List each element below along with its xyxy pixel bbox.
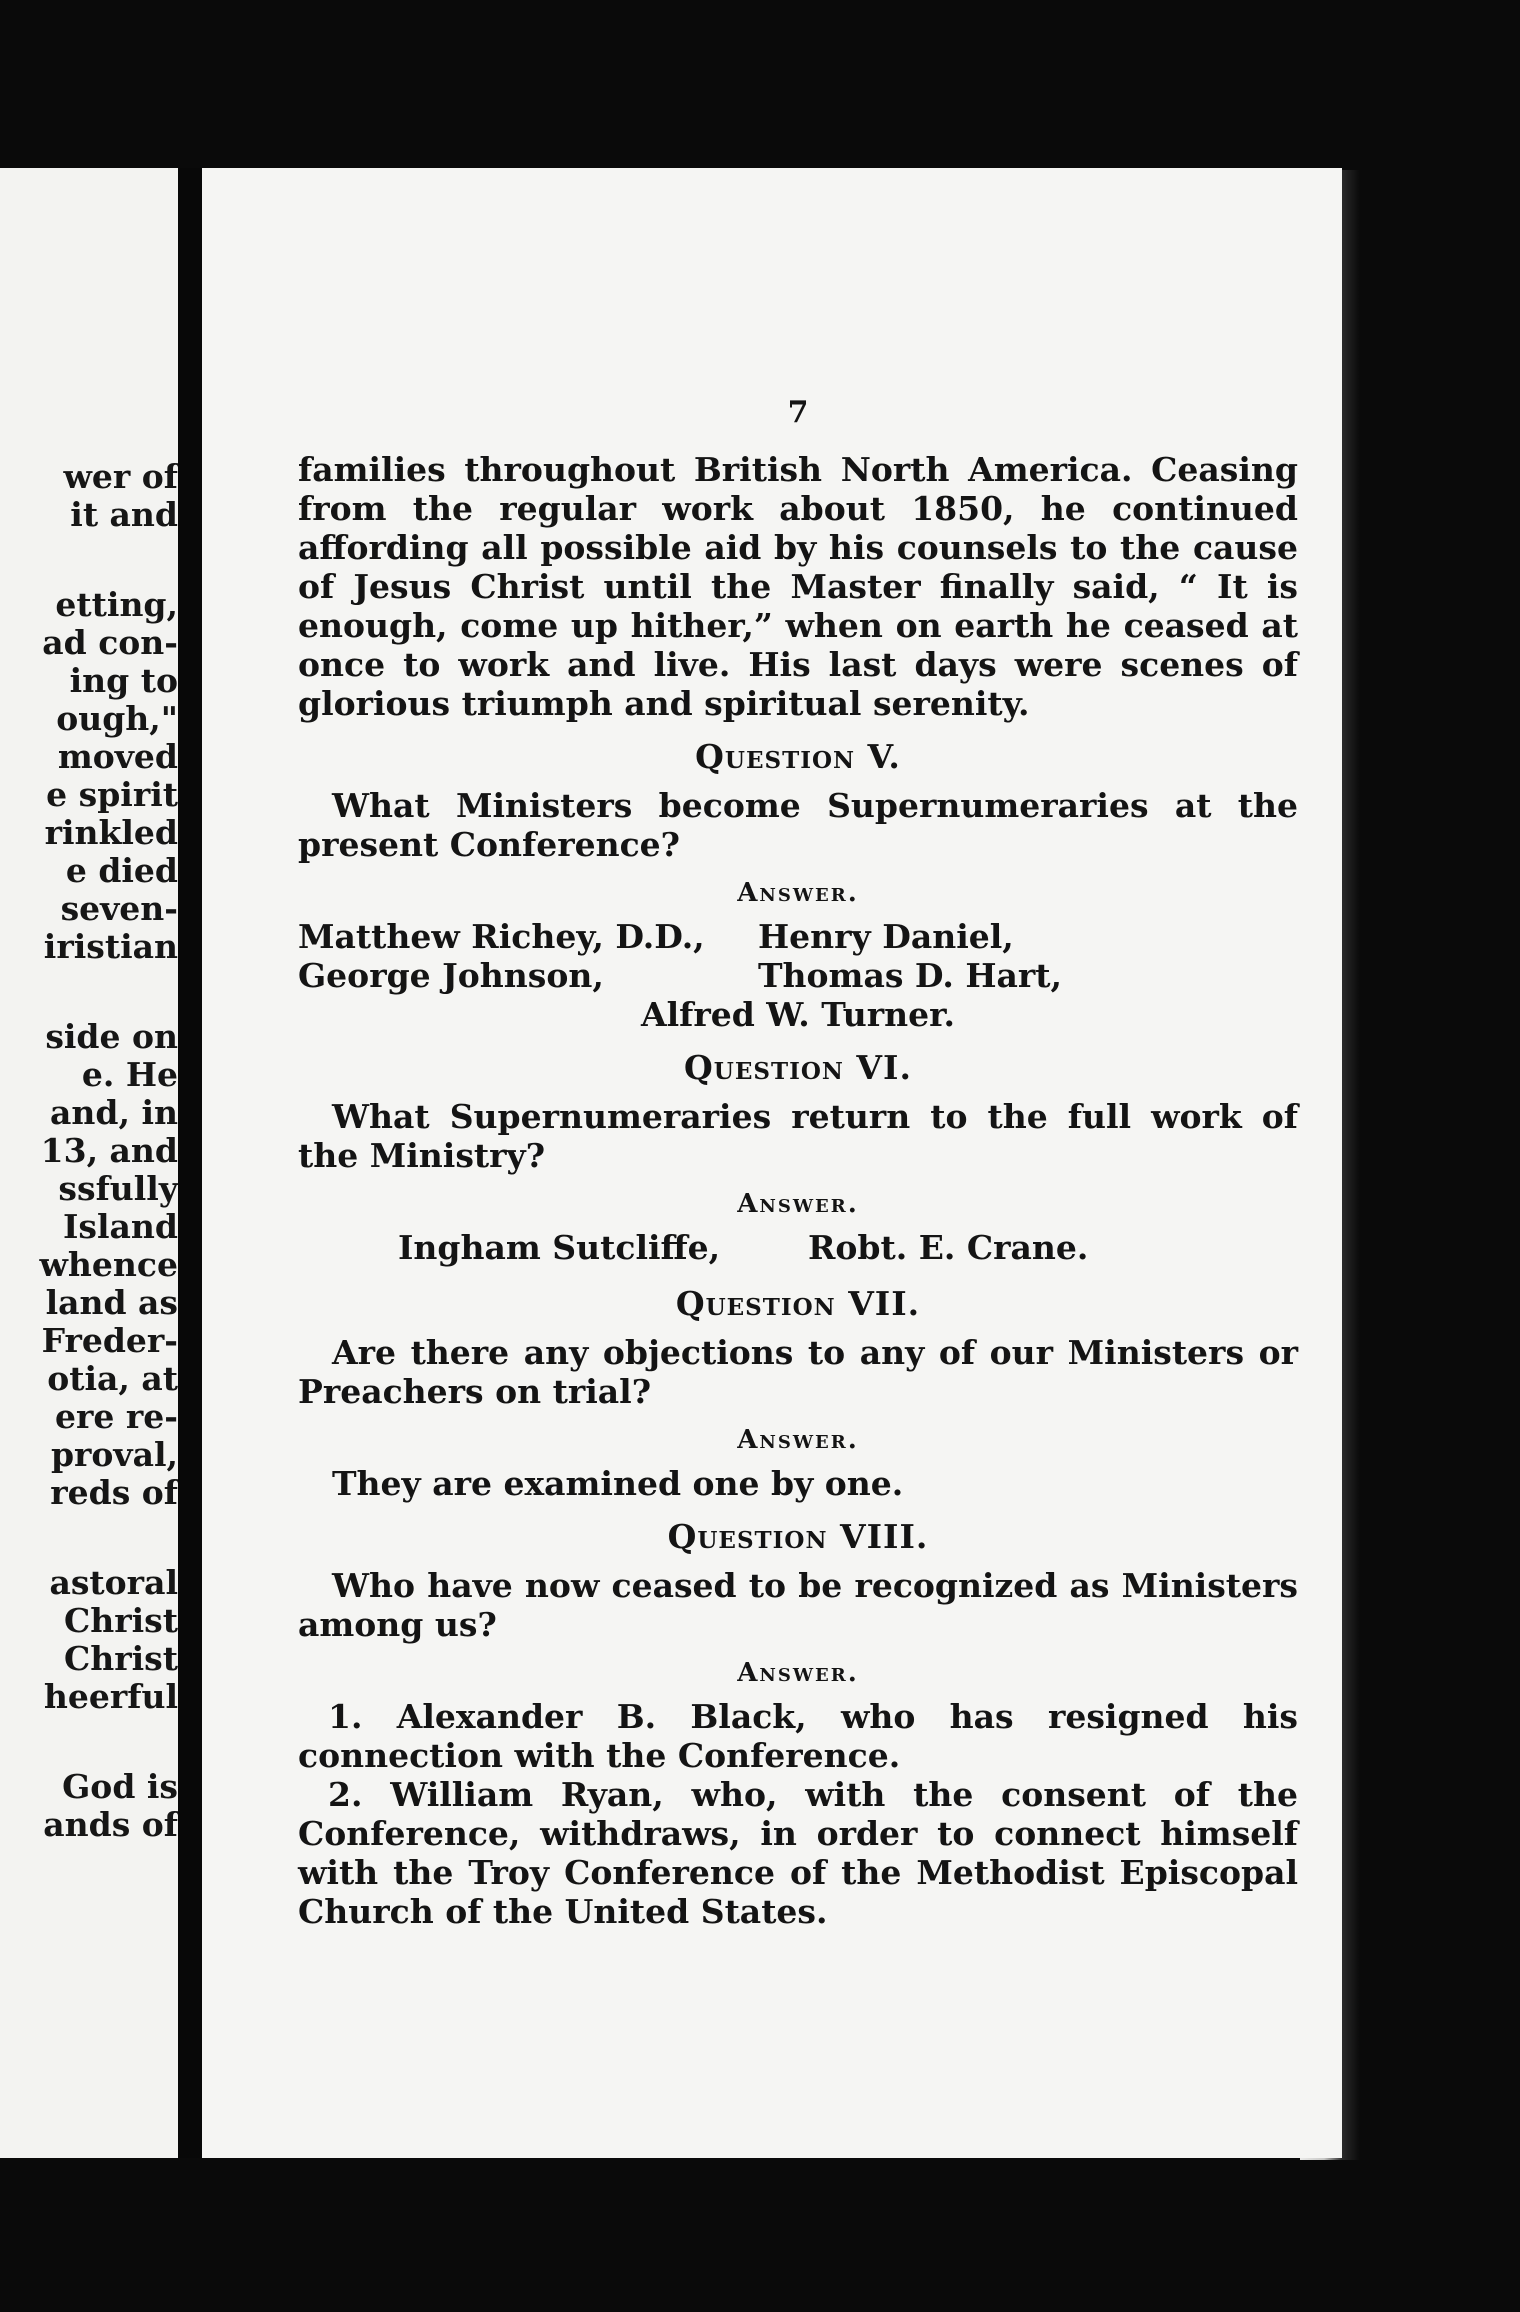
question-viii-text: Who have now ceased to be recognized as Ministers among us? <box>298 1566 1298 1644</box>
left-page-line: proval, <box>50 1435 178 1474</box>
page-text <box>298 393 1298 1931</box>
left-page-line: astoral <box>49 1563 178 1602</box>
left-page-line: e spirit <box>46 775 178 814</box>
supernumeraries-list <box>298 917 1298 995</box>
supernumerary-name: Thomas D. Hart, <box>758 956 1063 995</box>
left-page-line: Freder- <box>41 1321 178 1360</box>
left-page-line <box>40 1512 178 1564</box>
left-page-line: iristian <box>43 927 178 966</box>
left-page-line: etting, <box>55 585 178 624</box>
left-page-line: reds of <box>50 1473 178 1512</box>
left-page-line <box>40 1716 178 1768</box>
question-v-text: What Ministers become Supernumeraries at the present Conference? <box>298 786 1298 864</box>
left-page <box>0 168 178 2158</box>
left-page-line: moved <box>57 737 178 776</box>
minister-name: Robt. E. Crane. <box>808 1228 1089 1267</box>
supernumerary-name: Matthew Richey, D.D., <box>298 917 705 956</box>
left-page-line: wer of <box>63 457 178 496</box>
left-page-line <box>40 534 178 586</box>
question-vi-heading: Question VI. <box>684 1048 912 1087</box>
left-page-line: e. He <box>81 1055 178 1094</box>
right-page <box>202 168 1342 2158</box>
supernumerary-name: Henry Daniel, <box>758 917 1014 956</box>
left-page-line: ands of <box>43 1805 178 1844</box>
left-page-line: ad con- <box>42 623 178 662</box>
ceased-minister-item: 2. William Ryan, who, with the consent of the Conference, withdraws, in order to connect himself with the Troy Conference of the Methodist Episcopal Church of the United States. <box>298 1775 1298 1931</box>
left-page-text <box>40 458 178 1844</box>
left-page-line: ere re- <box>55 1397 178 1436</box>
opening-paragraph: families throughout British North America. Ceasing from the regular work about 1850, he continued affording all possible aid by his counsels to the cause of Jesus Christ until the Master finally said, “ It is enough, come up hither,” when on earth he ceased at once to work and live. His last days were scenes of glorious triumph and spiritual serenity. <box>298 450 1298 723</box>
question-vii-answer-label: Answer. <box>737 1425 859 1455</box>
left-page-line: God is <box>62 1767 178 1806</box>
supernumerary-name: George Johnson, <box>298 956 604 995</box>
left-page-line: otia, at <box>47 1359 178 1398</box>
book-gutter <box>178 168 202 2158</box>
question-vi-answer-label: Answer. <box>737 1189 859 1219</box>
left-page-line: Island <box>62 1207 178 1246</box>
left-page-line: rinkled <box>44 813 178 852</box>
left-page-line: it and <box>70 495 178 534</box>
left-page-line: ough," <box>56 699 178 738</box>
ceased-minister-item: 1. Alexander B. Black, who has resigned his connection with the Conference. <box>298 1697 1298 1775</box>
question-viii-heading: Question VIII. <box>667 1517 929 1556</box>
left-page-line: ssfully <box>58 1169 178 1208</box>
page-number: 7 <box>787 395 809 430</box>
left-page-line: heerful <box>43 1677 178 1716</box>
minister-name: Ingham Sutcliffe, <box>398 1228 721 1267</box>
left-page-line: Christ <box>63 1639 178 1678</box>
left-page-line: whence <box>39 1245 178 1284</box>
question-vii-heading: Question VII. <box>675 1284 921 1323</box>
left-page-line: and, in <box>50 1093 178 1132</box>
left-page-line: 13, and <box>40 1131 178 1170</box>
question-vii-text: Are there any objections to any of our Ministers or Preachers on trial? <box>298 1333 1298 1411</box>
returning-ministers <box>298 1228 1298 1270</box>
left-page-line: ing to <box>69 661 178 700</box>
question-v-heading: Question V. <box>695 737 901 776</box>
left-page-line: seven- <box>60 889 178 928</box>
left-page-line: e died <box>65 851 178 890</box>
left-page-line: Christ <box>63 1601 178 1640</box>
left-page-line: land as <box>45 1283 178 1322</box>
supernumerary-name: Alfred W. Turner. <box>641 995 955 1034</box>
question-viii-answer-label: Answer. <box>737 1658 859 1688</box>
left-page-line <box>40 966 178 1018</box>
question-v-answer-label: Answer. <box>737 878 859 908</box>
question-vii-answer: They are examined one by one. <box>332 1464 904 1503</box>
question-vi-text: What Supernumeraries return to the full work of the Ministry? <box>298 1097 1298 1175</box>
left-page-line: side on <box>45 1017 178 1056</box>
